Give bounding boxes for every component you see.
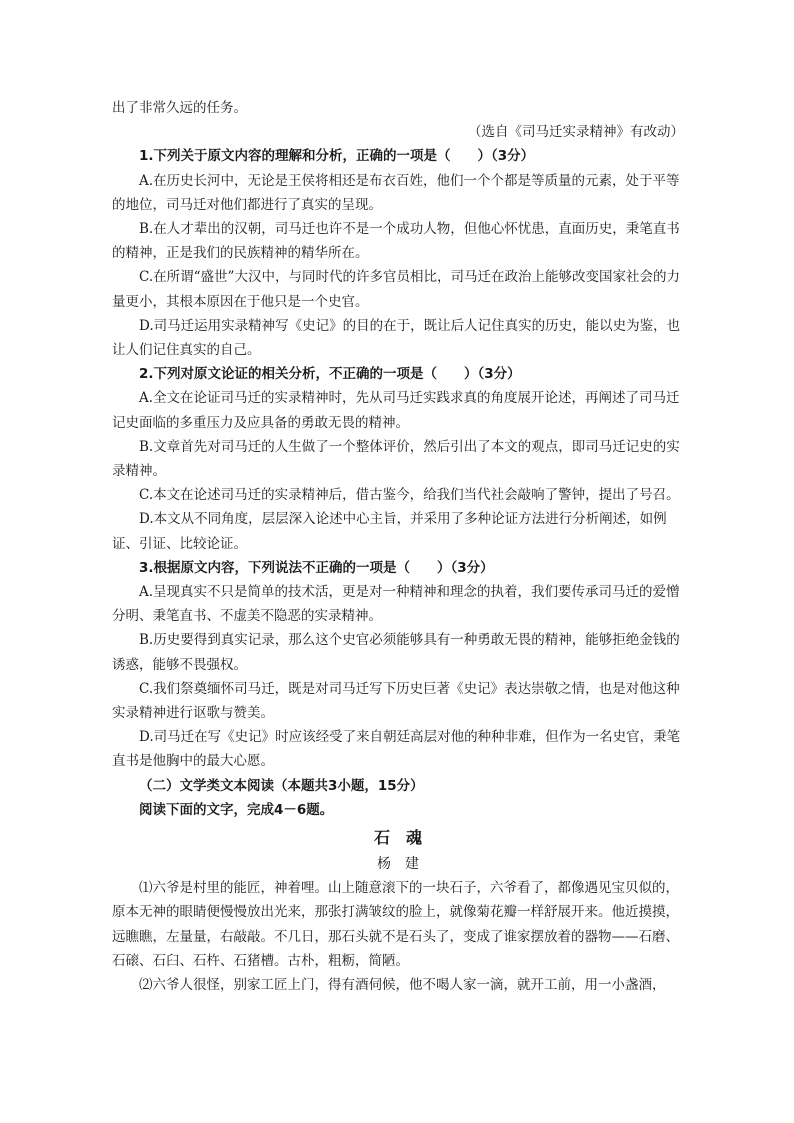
- story-paragraph-2: ⑵六爷人很怪，别家工匠上门，得有酒伺候，他不喝人家一滴，就开工前，用一小盏酒，: [139, 976, 666, 993]
- source-note: （选自《司马迁实录精神》有改动）: [468, 124, 684, 141]
- section-2-heading: （二）文学类文本阅读（本题共3小题，15分）: [139, 777, 424, 794]
- section-2-instruction: 阅读下面的文字，完成4－6题。: [139, 801, 334, 818]
- passage-continuation: 出了非常久远的任务。: [112, 100, 247, 116]
- question-3-option-c: C.我们祭奠缅怀司马迁，既是对司马迁写下历史巨著《史记》表达崇敬之情，也是对他这种实录精神进行讴歌与赞美。: [112, 680, 680, 722]
- question-1-option-c: C.在所谓“盛世”大汉中，与同时代的许多官员相比，司马迁在政治上能够改变国家社会的力量更小，其根本原因在于他只是一个史官。: [112, 269, 680, 310]
- question-1-option-b: B.在人才辈出的汉朝，司马迁也许不是一个成功人物，但他心怀忧患，直面历史，秉笔直书的精神，正是我们的民族精神的精华所在。: [112, 221, 680, 262]
- question-1-stem: 1.下列关于原文内容的理解和分析，正确的一项是（ ）（3分）: [139, 148, 535, 165]
- story-paragraph-1: ⑴六爷是村里的能匠，神着哩。山上随意滚下的一块石子，六爷看了，都像遇见宝贝似的，原本无神的眼睛便慢慢放出光来，那张打满皱纹的脸上，就像菊花瓣一样舒展开来。他近摸摸，远瞧瞧，左量量，右敲敲。不几日，那石头就不是石头了，变成了谁家摆放着的器物——石磨、石磙、石臼、石杵、石猪槽。古朴，粗粝，简陋。: [112, 880, 679, 969]
- question-2-option-c: C.本文在论述司马迁的实录精神后，借古鉴今，给我们当代社会敲响了警钟，提出了号召。: [139, 487, 680, 504]
- question-1-option-a: A.在历史长河中，无论是王侯将相还是布衣百姓，他们一个个都是等质量的元素，处于平等的地位，司马迁对他们都进行了真实的呈现。: [112, 172, 680, 213]
- story-author: 杨 建: [377, 856, 419, 873]
- question-3-option-d: D.司马迁在写《史记》时应该经受了来自朝廷高层对他的种种非难，但作为一名史官，秉笔直书是他胸中的最大心愿。: [112, 729, 681, 770]
- question-2-stem: 2.下列对原文论证的相关分析，不正确的一项是（ ）（3分）: [139, 366, 521, 383]
- story-title: 石 魂: [373, 828, 422, 848]
- question-1-option-d: D.司马迁运用实录精神写《史记》的目的在于，既让后人记住真实的历史，能以史为鉴，也让人们记住真实的自己。: [112, 317, 681, 359]
- question-3-stem: 3.根据原文内容，下列说法不正确的一项是（ ）（3分）: [139, 559, 494, 576]
- question-2-option-d: D.本文从不同角度，层层深入论述中心主旨，并采用了多种论证方法进行分析阐述，如例证、引证、比较论证。: [112, 511, 667, 552]
- page-content: [112, 96, 684, 997]
- question-3-option-a: A.呈现真实不只是简单的技术活，更是对一种精神和理念的执着，我们要传承司马迁的爱憎分明、秉笔直书、不虚美不隐恶的实录精神。: [112, 584, 680, 625]
- question-2-option-b: B.文章首先对司马迁的人生做了一个整体评价，然后引出了本文的观点，即司马迁记史的实录精神。: [112, 438, 680, 480]
- question-3-option-b: B.历史要得到真实记录，那么这个史官必须能够具有一种勇敢无畏的精神，能够拒绝金钱的诱惑，能够不畏强权。: [112, 632, 680, 673]
- question-2-option-a: A.全文在论证司马迁的实录精神时，先从司马迁实践求真的角度展开论述，再阐述了司马迁记史面临的多重压力及应具备的勇敢无畏的精神。: [112, 390, 680, 431]
